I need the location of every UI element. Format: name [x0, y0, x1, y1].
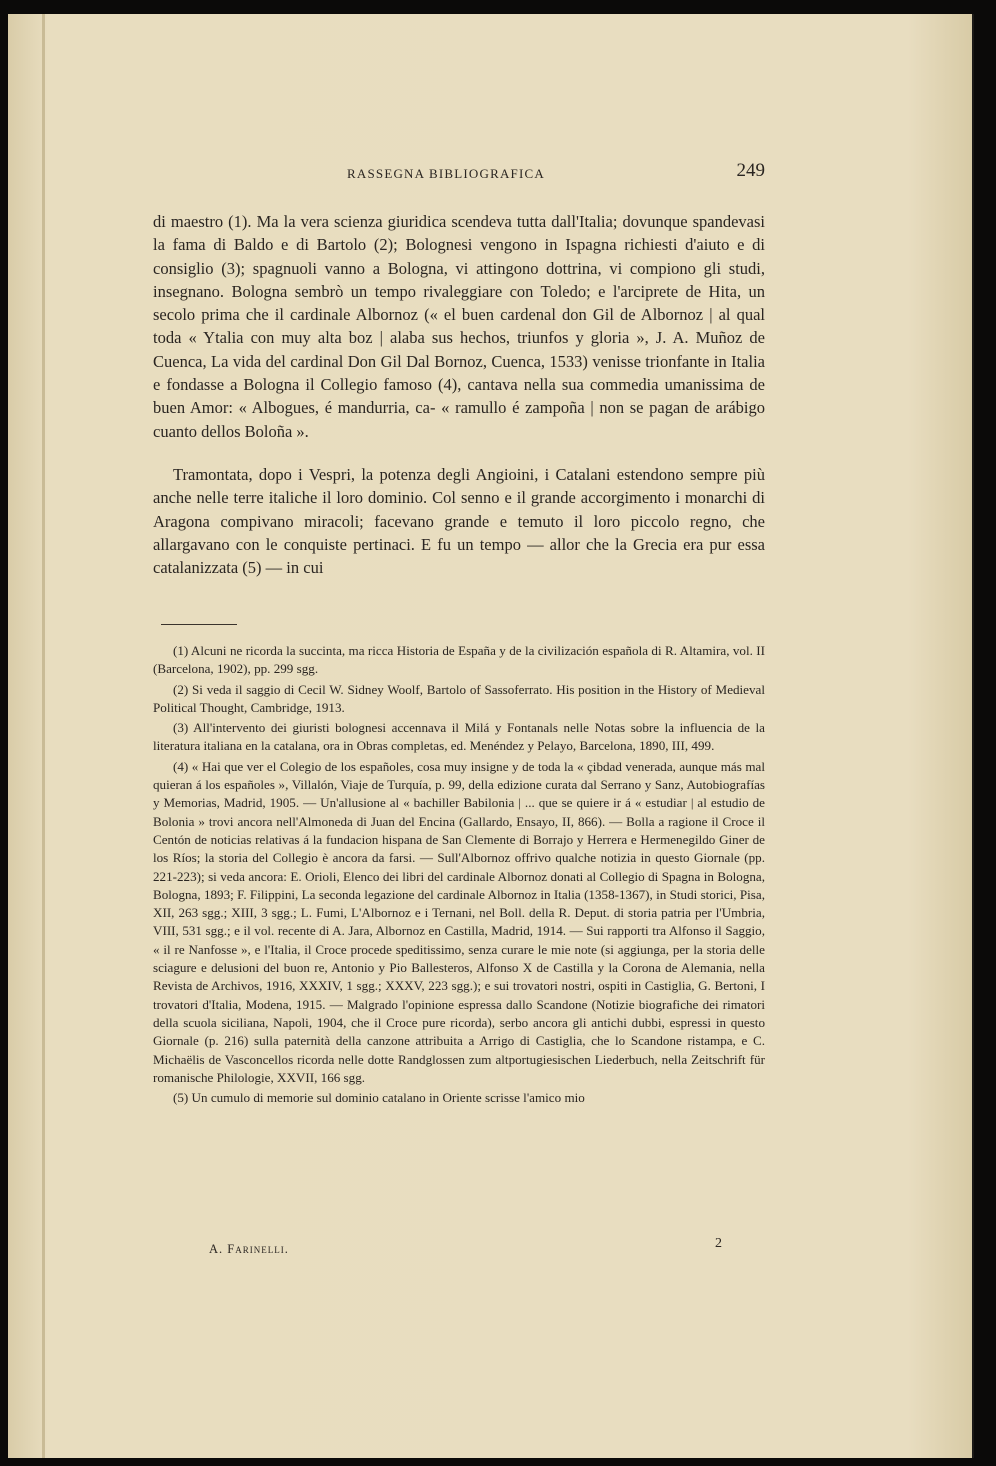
footnote: (1) Alcuni ne ricorda la succinta, ma ricca Historia de España y de la civilización española di R. Altamira, vol. II (Barcelona, 1902), pp. 299 sgg. — [153, 643, 765, 677]
footnote: (4) « Hai que ver el Colegio de los españoles, cosa muy insigne y de toda la « çibdad venerada, aunque más mal quieran á los españoles », Villalón, Viaje de Turquía, p. 99, della edizione curata dal Serrano y Sanz, Autobiografías y Memorias, Madrid, 1905. — Un'allusione al « bachiller Babilonia | ... que se quiere ir á « estudiar | al estudio de Bolonia » trovi ancora nell'Almoneda di Juan del Encina (Gallardo, Ensayo, II, 866). — Bolla a ragione il Croce il Centón de noticias relativas á la fundacion hispana de San Clemente di Borrajo y Herrera e Hermenegildo Giner de los Ríos; la storia del Collegio è ancora da farsi. — Sull'Albornoz offrivo qualche notizia in questo Giornale (pp. 221-223); si veda ancora: E. Orioli, Elenco dei libri del cardinale Albornoz donati al Collegio di Spagna in Bologna, Bologna, 1893; F. Filippini, La seconda legazione del cardinale Albornoz in Italia (1358-1367), in Studi storici, Pisa, XII, 263 sgg.; XIII, 3 sgg.; L. Fumi, L'Albornoz e i Ternani, nel Boll. della R. Deput. di storia patria per l'Umbria, VIII, 531 sgg.; e il vol. recente di A. Jara, Albornoz en Castilla, Madrid, 1914. — Sui rapporti tra Alfonso il Saggio, « il re Nanfosse », e l'Italia, il Croce procede speditissimo, senza curare le mie note (si aggiunga, per la storia delle sciagure e delusioni del buon re, Antonio y Pio Ballesteros, Alfonso X de Castilla y la Corona de Alemania, nella Revista de Archivos, 1916, XXXIV, 1 sgg.; XXXV, 223 sgg.); e sui trovatori nostri, ospiti in Castiglia, G. Bertoni, I trovatori d'Italia, Modena, 1915. — Malgrado l'opinione espressa dallo Scandone (Notizie biografiche dei rimatori della scuola siciliana, Napoli, 1904, che il Croce pure ricorda), serbo ancora gli antichi dubbi, espressi in questo Giornale (p. 216) sulla paternità della canzone attribuita a Arrigo di Castiglia, che lo Scandone ristampa, e C. Michaëlis de Vasconcellos ricorda nelle dotte Randglossen zum altportugiesischen Liederbuch, nella Zeitschrift für romanische Philologie, XXVII, 166 sgg. — [153, 758, 765, 1085]
page-number: 249 — [736, 160, 765, 181]
footnote: (3) All'intervento dei giuristi bolognesi accennava il Milá y Fontanals nelle Notas sobre la influencia de la literatura italiana en la catalana, ora in Obras completas, ed. Menéndez y Pelayo, Barcelona, 1890, III, 499. — [153, 720, 765, 754]
sheet-number: 2 — [715, 1236, 722, 1251]
footnote-separator — [161, 624, 237, 625]
signature-mark: A. Farinelli. — [209, 1242, 289, 1256]
footnotes — [153, 642, 765, 1109]
body-text — [153, 210, 765, 579]
footnote: (5) Un cumulo di memorie sul dominio catalano in Oriente scrisse l'amico mio — [173, 1090, 585, 1106]
page-footer — [153, 1236, 765, 1260]
footnote: (2) Si veda il saggio di Cecil W. Sidney Woolf, Bartolo of Sassoferrato. His position in the History of Medieval Political Thought, Cambridge, 1913. — [153, 681, 765, 715]
body-paragraph: Tramontata, dopo i Vespri, la potenza degli Angioini, i Catalani estendono sempre più anche nelle terre italiche il loro dominio. Col senno e il grande accorgimento i monarchi di Aragona compivano miracoli; facevano grande e temuto il loro piccolo regno, che allargavano con le conquiste pertinaci. E fu un tempo — allor che la Grecia era pur essa catalanizzata (5) — in cui — [153, 464, 765, 578]
book-page — [8, 14, 972, 1458]
page-header — [153, 160, 765, 184]
page-fold — [42, 14, 45, 1458]
running-head: RASSEGNA BIBLIOGRAFICA — [347, 166, 545, 181]
body-paragraph: di maestro (1). Ma la vera scienza giuridica scendeva tutta dall'Italia; dovunque spandevasi la fama di Baldo e di Bartolo (2); Bolognesi vengono in Ispagna richiesti d'aiuto e di consiglio (3); spagnuoli vanno a Bologna, vi attingono dottrina, vi compiono gli studi, insegnano. Bologna sembrò un tempo rivaleggiare con Toledo; e l'arciprete de Hita, un secolo prima che il cardinale Albornoz (« el buen cardenal don Gil de Albornoz | al qual toda « Ytalia con muy alta boz | alaba sus hechos, triunfos y gloria », J. A. Muñoz de Cuenca, La vida del cardinal Don Gil Dal Bornoz, Cuenca, 1533) venisse trionfante in Italia e fondasse a Bologna il Collegio famoso (4), cantava nella sua commedia umanissima de buen Amor: « Albogues, é mandurria, ca- « ramullo é zampoña | non se pagan de arábigo cuanto dellos Boloña ». — [153, 212, 765, 441]
